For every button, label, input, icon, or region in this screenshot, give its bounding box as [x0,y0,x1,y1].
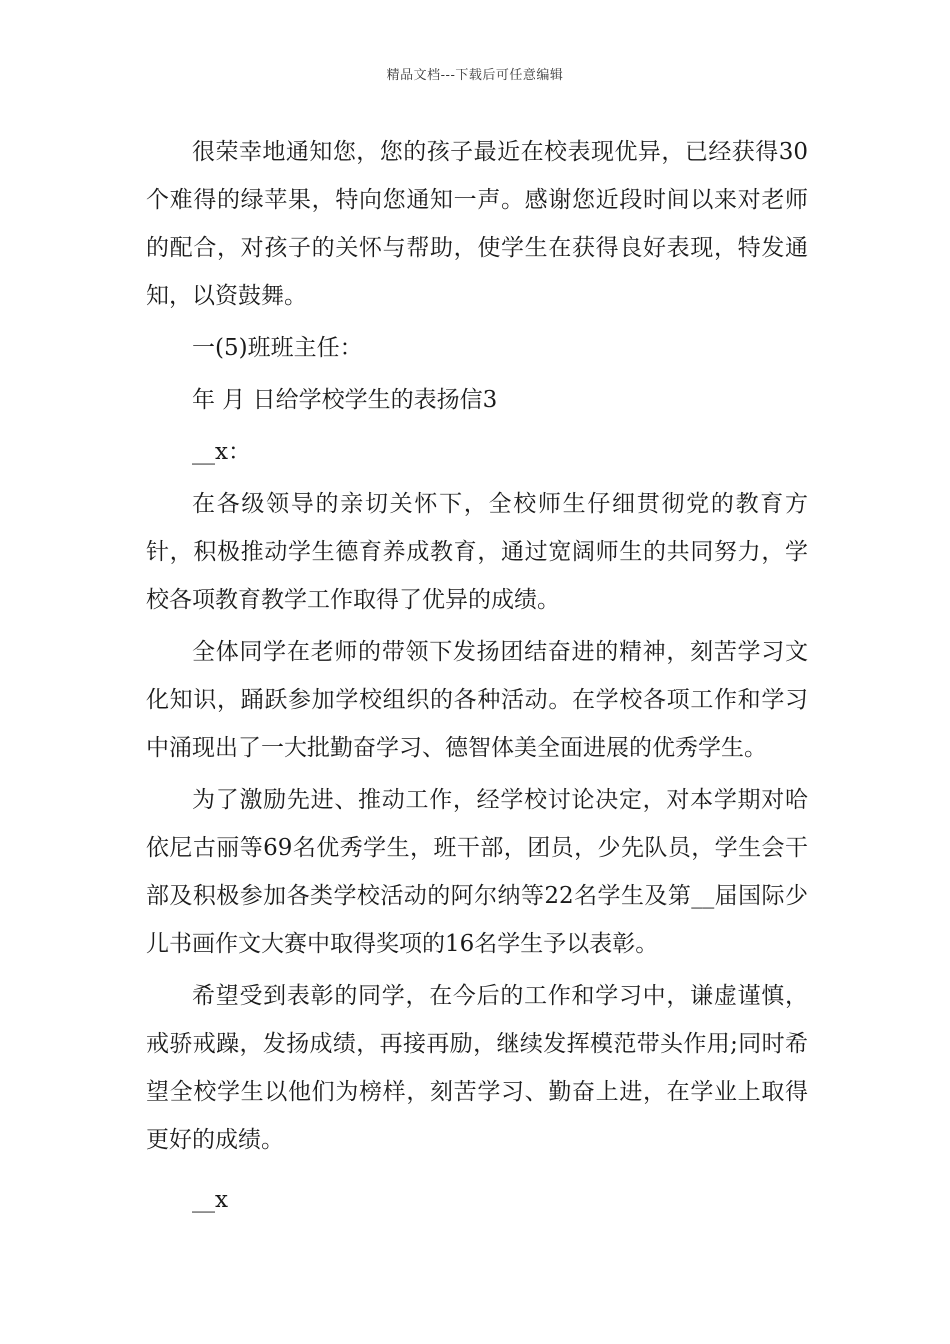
paragraph-notice: 很荣幸地通知您，您的孩子最近在校表现优异，已经获得30个难得的绿苹果，特向您通知一声。感谢您近段时间以来对老师的配合，对孩子的关怀与帮助，使学生在获得良好表现，特发通知，以资鼓舞。 [146,139,808,309]
date-and-title: 年 月 日给学校学生的表扬信3 [192,387,498,413]
paragraph-achievements: 在各级领导的亲切关怀下，全校师生仔细贯彻党的教育方针，积极推动学生德育养成教育，通过宽阔师生的共同努力，学校各项教育教学工作取得了优异的成绩。 [146,491,808,613]
salutation: __x： [192,439,251,465]
signature-teacher: 一(5)班班主任： [192,335,363,361]
document-body [146,128,808,1168]
paragraph-hope: 希望受到表彰的同学，在今后的工作和学习中，谦虚谨慎，戒骄戒躁，发扬成绩，再接再励，继续发挥模范带头作用;同时希望全校学生以他们为榜样，刻苦学习、勤奋上进，在学业上取得更好的成绩。 [146,983,808,1153]
closing-signature: __x [192,1187,228,1213]
paragraph-students-spirit: 全体同学在老师的带领下发扬团结奋进的精神，刻苦学习文化知识，踊跃参加学校组织的各种活动。在学校各项工作和学习中涌现出了一大批勤奋学习、德智体美全面进展的优秀学生。 [146,639,808,761]
page-header: 精品文档---下载后可任意编辑 [386,68,564,83]
paragraph-commendation: 为了激励先进、推动工作，经学校讨论决定，对本学期对哈依尼古丽等69名优秀学生，班干部，团员，少先队员，学生会干部及积极参加各类学校活动的阿尔纳等22名学生及第__届国际少儿书画作文大赛中取得奖项的16名学生予以表彰。 [146,787,808,957]
